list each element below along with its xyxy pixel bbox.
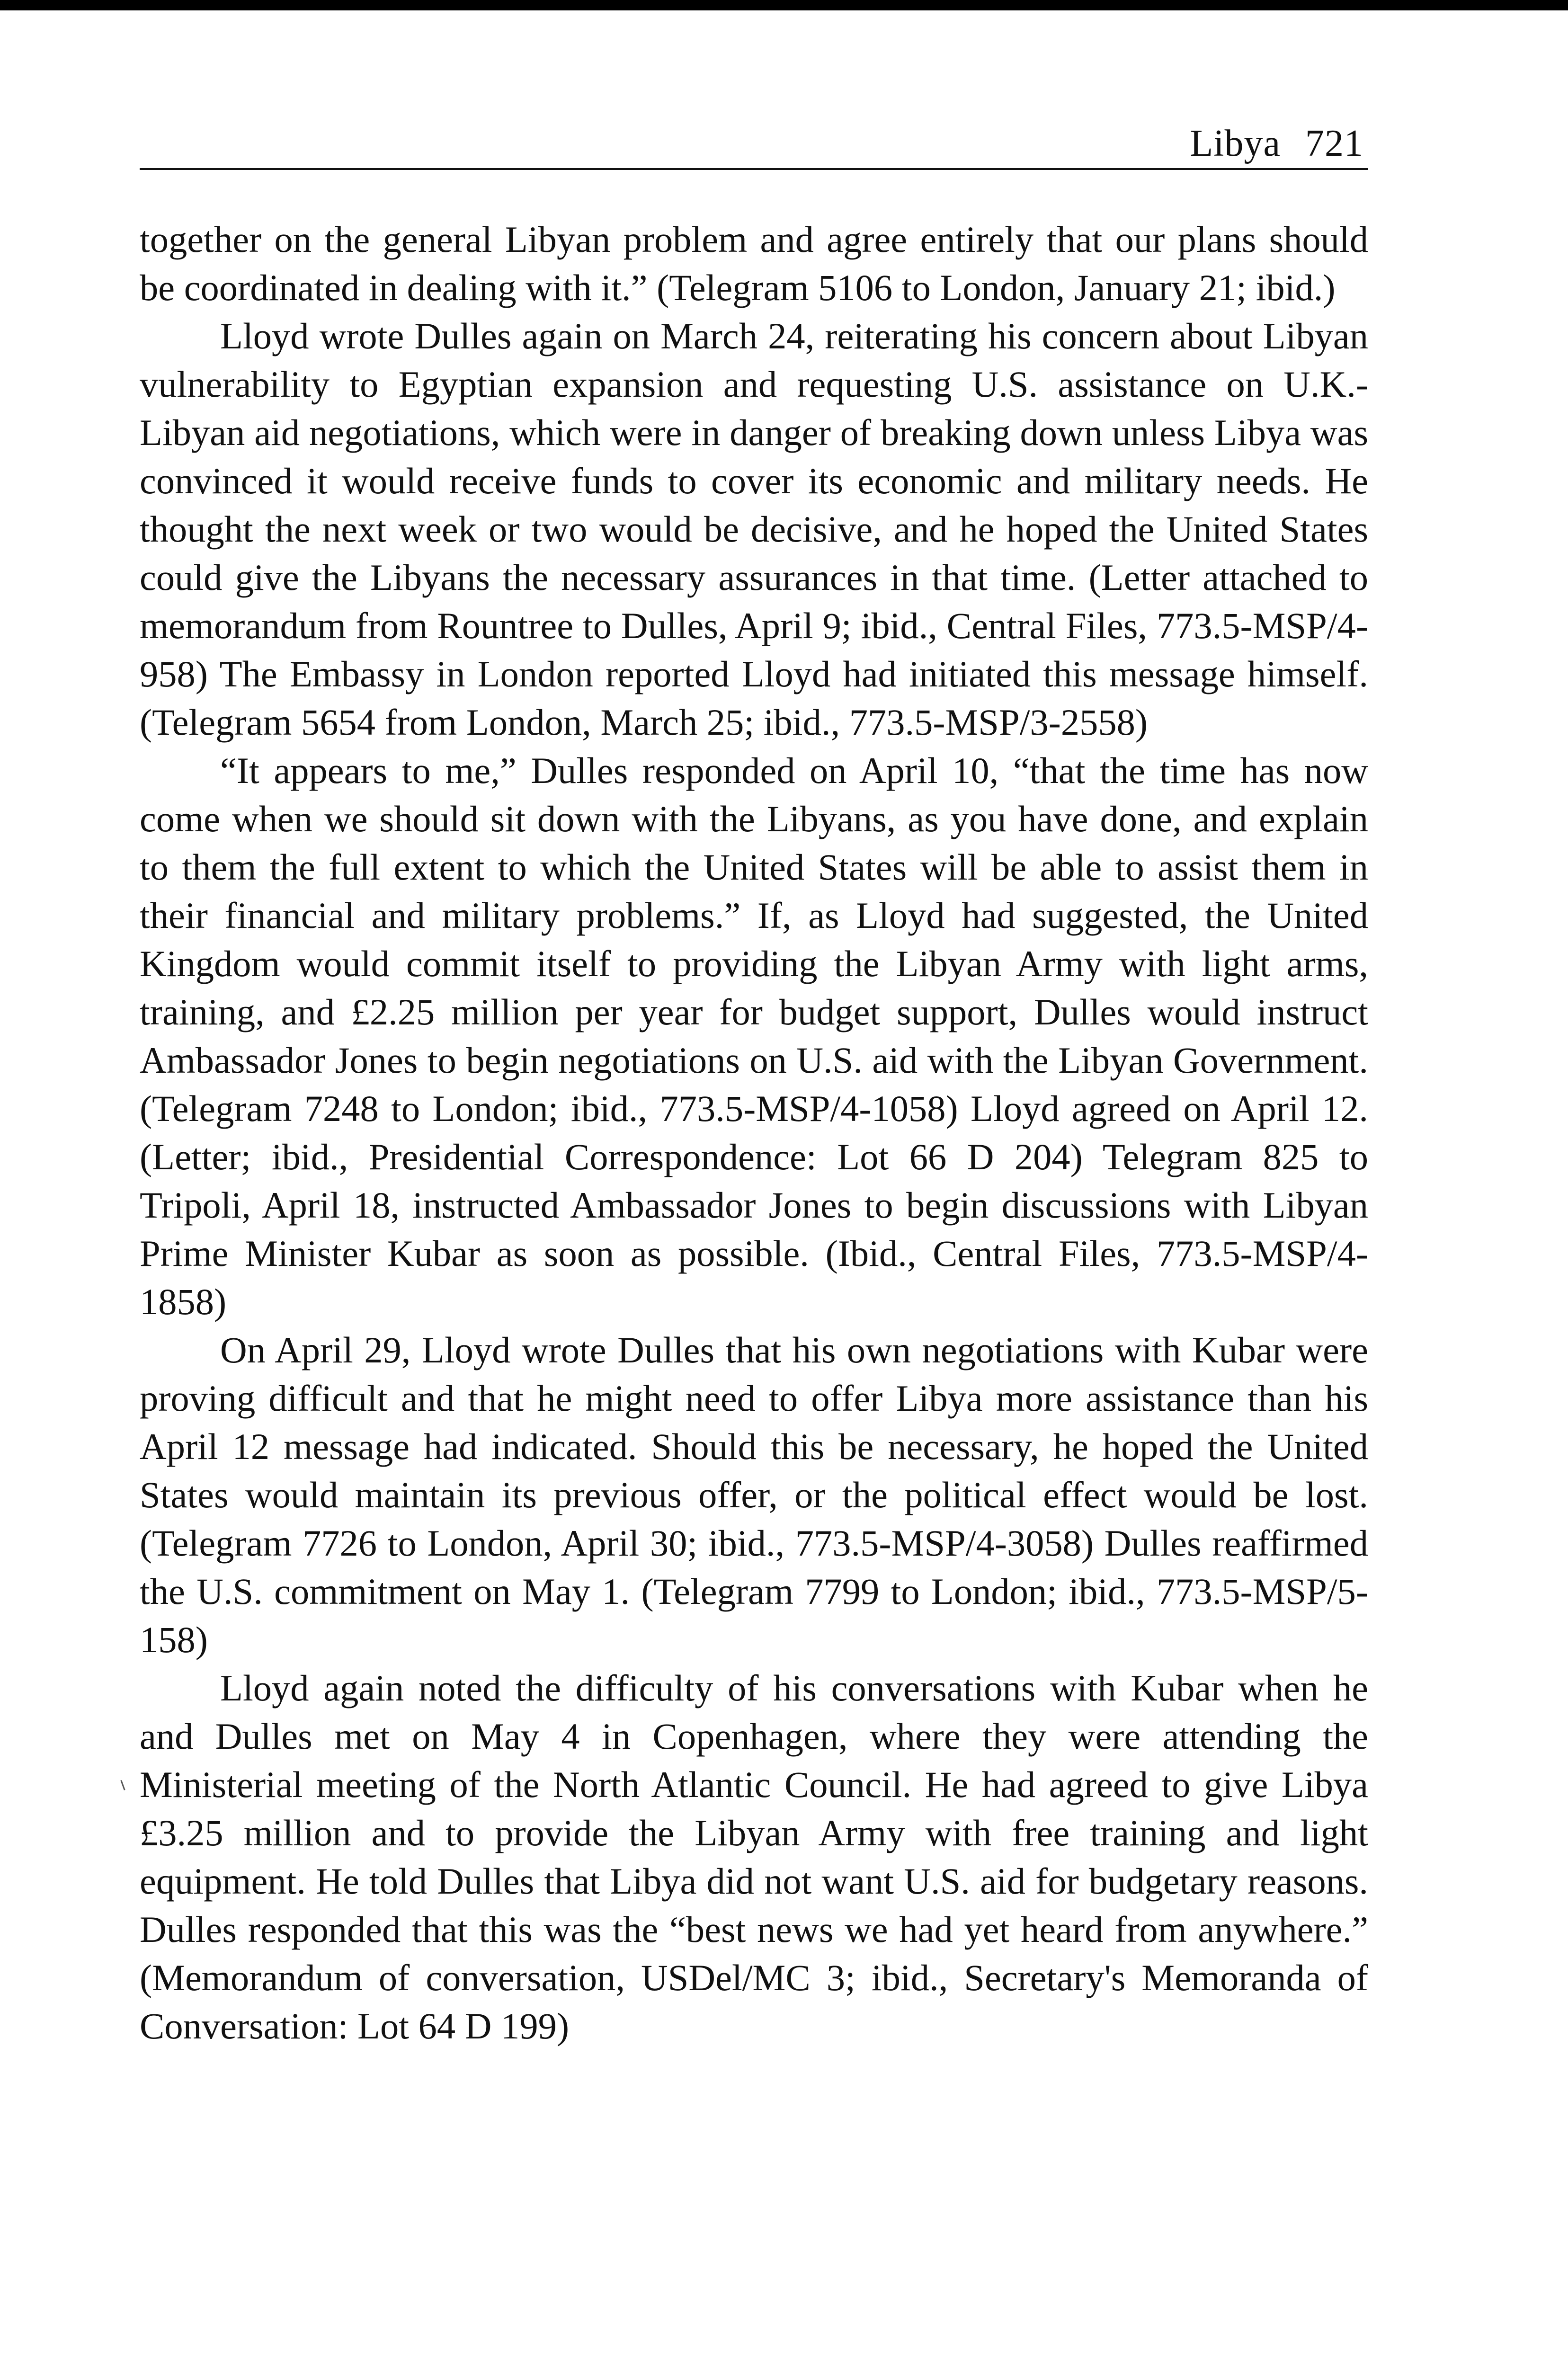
page-body [140,215,1368,2050]
paragraph-5: Lloyd again noted the difficulty of his conversations with Kubar when he and Dulles met on May 4 in Copenhagen, where they were attending the Ministerial meeting of the North Atlantic Council. He had agreed to give Libya £3.25 million and to provide the Libyan Army with free training and light equipment. He told Dulles that Libya did not want U.S. aid for budgetary reasons. Dulles responded that this was the “best news we had yet heard from anywhere.” (Memorandum of conversation, USDel/MC 3; ibid., Secretary's Memoranda of Conversation: Lot 64 D 199) [140,1667,1368,2047]
running-title: Libya [1190,123,1281,164]
paragraph-3: “It appears to me,” Dulles responded on April 10, “that the time has now come when we should sit down with the Libyans, as you have done, and explain to them the full extent to which the United States will be able to assist them in their financial and military problems.” If, as Lloyd had suggested, the United Kingdom would commit itself to providing the Libyan Army with light arms, training, and £2.25 million per year for budget support, Dulles would instruct Ambassador Jones to begin negotiations on U.S. aid with the Libyan Government. (Telegram 7248 to London; ibid., 773.5-MSP/4-1058) Lloyd agreed on April 12. (Letter; ibid., Presidential Correspondence: Lot 66 D 204) Telegram 825 to Tripoli, April 18, instructed Ambassador Jones to begin discussions with Libyan Prime Minister Kubar as soon as possible. (Ibid., Central Files, 773.5-MSP/4-1858) [140,750,1368,1322]
margin-mark [120,1780,125,1790]
scan-top-border [0,0,1568,10]
paragraph-1: together on the general Libyan problem and agree entirely that our plans should be coordinated in dealing with it.” (Telegram 5106 to London, January 21; ibid.) [140,219,1368,308]
page-number: 721 [1305,123,1363,164]
running-header [140,111,1368,170]
header-text [1190,125,1363,162]
paragraph-2: Lloyd wrote Dulles again on March 24, reiterating his concern about Libyan vulnerability to Egyptian expansion and requesting U.S. assistance on U.K.-Libyan aid negotiations, which were in danger of breaking down unless Libya was convinced it would receive funds to cover its economic and military needs. He thought the next week or two would be decisive, and he hoped the United States could give the Libyans the necessary assurances in that time. (Letter attached to memorandum from Rountree to Dulles, April 9; ibid., Central Files, 773.5-MSP/4-958) The Embassy in London reported Lloyd had initiated this message himself. (Telegram 5654 from London, March 25; ibid., 773.5-MSP/3-2558) [140,315,1368,743]
paragraph-4: On April 29, Lloyd wrote Dulles that his own negotiations with Kubar were proving difficult and that he might need to offer Libya more assistance than his April 12 message had indicated. Should this be necessary, he hoped the United States would maintain its previous offer, or the political effect would be lost. (Telegram 7726 to London, April 30; ibid., 773.5-MSP/4-3058) Dulles reaffirmed the U.S. commitment on May 1. (Telegram 7799 to London; ibid., 773.5-MSP/5-158) [140,1329,1368,1660]
